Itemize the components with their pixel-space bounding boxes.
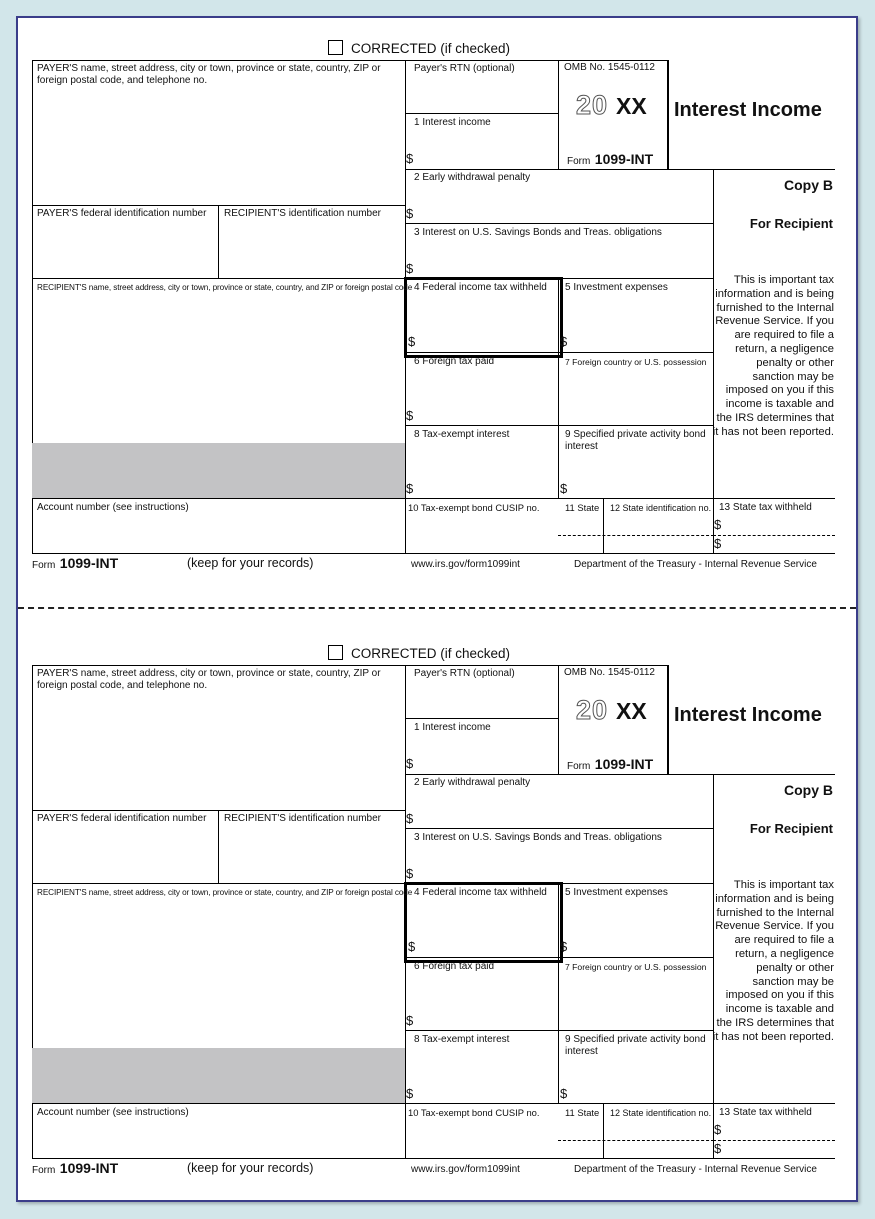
dollar-sign: $ xyxy=(408,334,416,349)
tax-year[interactable]: 20 XX xyxy=(576,695,647,725)
omb-number: OMB No. 1545-0112 xyxy=(564,667,655,678)
account-number-field[interactable]: Account number (see instructions) xyxy=(37,502,189,513)
form-copy-top xyxy=(0,0,875,571)
form-number-header: Form 1099-INT xyxy=(567,756,654,772)
box2-early-withdrawal-penalty[interactable]: 2 Early withdrawal penalty xyxy=(414,777,531,788)
box6-foreign-tax-paid[interactable]: 6 Foreign tax paid xyxy=(414,356,495,367)
dollar-sign: $ xyxy=(406,756,414,771)
notice-text: This is important tax information and is being furnished to the Internal Revenue Service. If you are required to file a return, a negligence penalty or other sanction may be imposed on you if this income is taxable and the IRS determines that it has not been reported. xyxy=(712,274,834,438)
box11-state[interactable]: 11 State xyxy=(565,502,600,513)
shaded-area xyxy=(32,1048,405,1103)
dollar-sign: $ xyxy=(406,261,414,276)
dollar-sign: $ xyxy=(406,811,414,826)
payer-name-field[interactable]: PAYER'S name, street address, city or town, province or state, country, ZIP or foreign postal code, and telephone no. xyxy=(37,63,381,86)
form-number-footer: Form 1099-INT xyxy=(32,1160,119,1176)
box1-interest-income[interactable]: 1 Interest income xyxy=(414,117,491,128)
copy-label: Copy B xyxy=(784,782,833,798)
treasury-department: Department of the Treasury - Internal Revenue Service xyxy=(574,559,817,570)
payer-fid-field[interactable]: PAYER'S federal identification number xyxy=(37,208,207,219)
box9-private-activity-bond[interactable]: 9 Specified private activity bond interest xyxy=(565,429,706,452)
keep-records-note: (keep for your records) xyxy=(187,1161,314,1175)
corrected-checkbox-row[interactable]: CORRECTED (if checked) xyxy=(328,645,510,661)
for-recipient-label: For Recipient xyxy=(749,821,833,836)
box1-interest-income[interactable]: 1 Interest income xyxy=(414,722,491,733)
irs-website: www.irs.gov/form1099int xyxy=(411,1164,520,1175)
payer-rtn-field[interactable]: Payer's RTN (optional) xyxy=(414,63,515,74)
box12-state-id[interactable]: 12 State identification no. xyxy=(610,503,712,513)
account-number-field[interactable]: Account number (see instructions) xyxy=(37,1107,189,1118)
box4-federal-tax-withheld[interactable]: 4 Federal income tax withheld xyxy=(414,282,547,293)
recipient-id-field[interactable]: RECIPIENT'S identification number xyxy=(224,813,381,824)
recipient-name-field[interactable]: RECIPIENT'S name, street address, city or town, province or state, country, and ZIP or foreign postal code xyxy=(37,283,413,292)
treasury-department: Department of the Treasury - Internal Revenue Service xyxy=(574,1164,817,1175)
box7-foreign-country[interactable]: 7 Foreign country or U.S. possession xyxy=(565,357,707,367)
dollar-sign: $ xyxy=(406,206,414,221)
dollar-sign: $ xyxy=(714,1141,722,1156)
box6-foreign-tax-paid[interactable]: 6 Foreign tax paid xyxy=(414,961,495,972)
box5-investment-expenses[interactable]: 5 Investment expenses xyxy=(565,282,668,293)
box5-investment-expenses[interactable]: 5 Investment expenses xyxy=(565,887,668,898)
box9-private-activity-bond[interactable]: 9 Specified private activity bond interest xyxy=(565,1034,706,1057)
recipient-name-field[interactable]: RECIPIENT'S name, street address, city or town, province or state, country, and ZIP or foreign postal code xyxy=(37,888,413,897)
form-copy-bottom xyxy=(0,605,875,1176)
box8-tax-exempt-interest[interactable]: 8 Tax-exempt interest xyxy=(414,1034,510,1045)
payer-rtn-field[interactable]: Payer's RTN (optional) xyxy=(414,668,515,679)
dollar-sign: $ xyxy=(408,939,416,954)
notice-text: This is important tax information and is being furnished to the Internal Revenue Service. If you are required to file a return, a negligence penalty or other sanction may be imposed on you if this income is taxable and the IRS determines that it has not been reported. xyxy=(712,879,834,1043)
dollar-sign: $ xyxy=(406,1013,414,1028)
corrected-checkbox-row[interactable]: CORRECTED (if checked) xyxy=(328,40,510,56)
box13-state-tax-withheld[interactable]: 13 State tax withheld xyxy=(719,1107,812,1118)
form-title: Interest Income xyxy=(674,704,822,726)
shaded-area xyxy=(32,443,405,498)
dollar-sign: $ xyxy=(406,408,414,423)
keep-records-note: (keep for your records) xyxy=(187,556,314,570)
dollar-sign: $ xyxy=(560,481,568,496)
box2-early-withdrawal-penalty[interactable]: 2 Early withdrawal penalty xyxy=(414,172,531,183)
dollar-sign: $ xyxy=(406,481,414,496)
box10-cusip[interactable]: 10 Tax-exempt bond CUSIP no. xyxy=(408,502,540,513)
box7-foreign-country[interactable]: 7 Foreign country or U.S. possession xyxy=(565,962,707,972)
box12-state-id[interactable]: 12 State identification no. xyxy=(610,1108,712,1118)
copy-label: Copy B xyxy=(784,177,833,193)
box4-federal-tax-withheld[interactable]: 4 Federal income tax withheld xyxy=(414,887,547,898)
for-recipient-label: For Recipient xyxy=(749,216,833,231)
dollar-sign: $ xyxy=(560,1086,568,1101)
form-number-footer: Form 1099-INT xyxy=(32,555,119,571)
box8-tax-exempt-interest[interactable]: 8 Tax-exempt interest xyxy=(414,429,510,440)
irs-website: www.irs.gov/form1099int xyxy=(411,559,520,570)
box10-cusip[interactable]: 10 Tax-exempt bond CUSIP no. xyxy=(408,1107,540,1118)
dollar-sign: $ xyxy=(560,939,568,954)
omb-number: OMB No. 1545-0112 xyxy=(564,62,655,73)
recipient-id-field[interactable]: RECIPIENT'S identification number xyxy=(224,208,381,219)
dollar-sign: $ xyxy=(714,1122,722,1137)
dollar-sign: $ xyxy=(560,334,568,349)
box3-savings-bond-interest[interactable]: 3 Interest on U.S. Savings Bonds and Treas. obligations xyxy=(414,227,662,238)
form-number-header: Form 1099-INT xyxy=(567,151,654,167)
box11-state[interactable]: 11 State xyxy=(565,1107,600,1118)
box13-state-tax-withheld[interactable]: 13 State tax withheld xyxy=(719,502,812,513)
dollar-sign: $ xyxy=(406,1086,414,1101)
dollar-sign: $ xyxy=(714,517,722,532)
payer-fid-field[interactable]: PAYER'S federal identification number xyxy=(37,813,207,824)
dollar-sign: $ xyxy=(714,536,722,551)
dollar-sign: $ xyxy=(406,866,414,881)
dollar-sign: $ xyxy=(406,151,414,166)
box3-savings-bond-interest[interactable]: 3 Interest on U.S. Savings Bonds and Treas. obligations xyxy=(414,832,662,843)
corrected-checkbox[interactable] xyxy=(328,40,343,55)
form-title: Interest Income xyxy=(674,99,822,121)
corrected-checkbox[interactable] xyxy=(328,645,343,660)
payer-name-field[interactable]: PAYER'S name, street address, city or town, province or state, country, ZIP or foreign postal code, and telephone no. xyxy=(37,668,381,691)
tax-year[interactable]: 20 XX xyxy=(576,90,647,120)
